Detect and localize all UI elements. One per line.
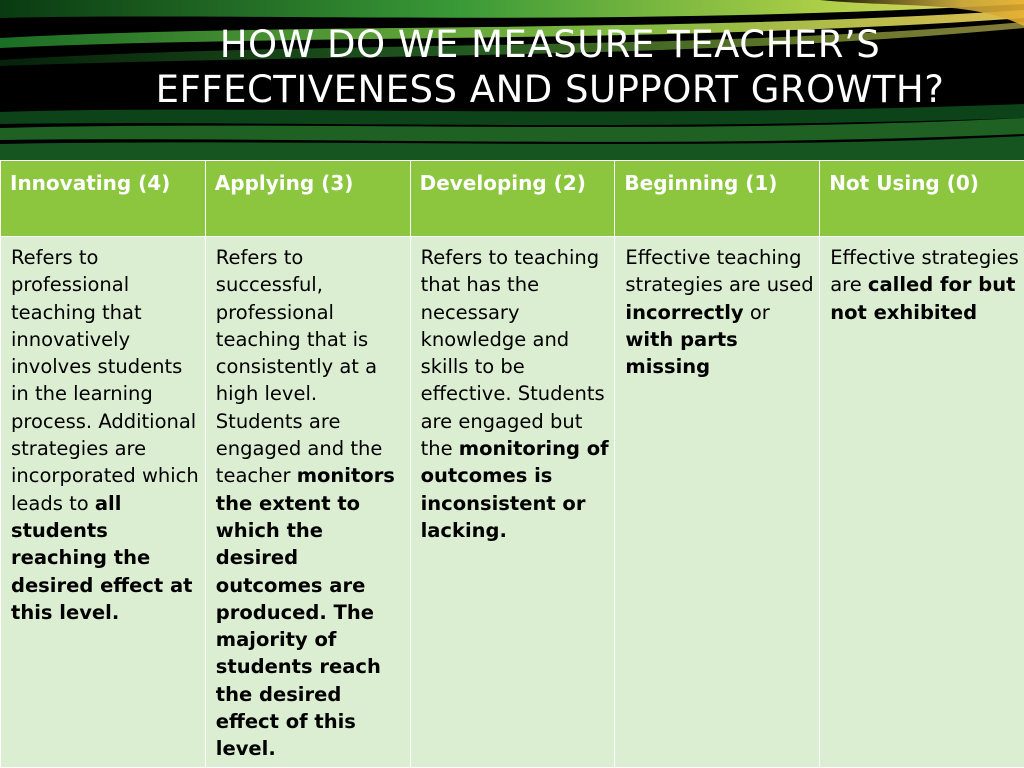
cell-text: Effective strategies are [830,246,1019,297]
header-innovating: Innovating (4) [1,161,206,237]
header-not-using: Not Using (0) [820,161,1024,237]
cell-applying [205,237,410,768]
cell-text: Refers to teaching that has the necessary knowledge and skills to be effective. Students are engaged but the [420,246,605,461]
table-header-row [1,161,1024,237]
title-line-1: HOW DO WE MEASURE TEACHER’S [219,23,881,66]
cell-text: or [743,300,770,324]
cell-beginning [615,237,820,768]
cell-bold-text: called for but not exhibited [830,273,1016,324]
cell-not-using [820,237,1024,768]
cell-bold-text: incorrectly [625,300,744,324]
cell-bold-text: monitoring of outcomes is inconsistent or lacking. [420,437,609,542]
cell-bold-text: with parts missing [625,327,738,379]
title-band [0,0,1024,160]
cell-bold-text: monitors the extent to which the desired outcomes are produced. The majority of students reach the desired effect of this level. [215,464,395,761]
rubric-table [0,160,1024,768]
cell-bold-text: all students reaching the desired effect at this level. [11,491,193,624]
header-applying: Applying (3) [205,161,410,237]
cell-developing [410,237,615,768]
header-developing: Developing (2) [410,161,615,237]
table-row [1,237,1024,768]
cell-innovating [1,237,206,768]
cell-text: Effective teaching strategies are used [625,246,814,297]
header-beginning: Beginning (1) [615,161,820,237]
cell-text: Refers to professional teaching that innovatively involves students in the learning process. Additional strategies are incorporated which leads to [11,246,199,515]
cell-text: Refers to successful, professional teaching that is consistently at a high level. Students are engaged and the teacher [215,246,383,488]
rubric-table-container [0,160,1024,768]
slide-title [100,22,1000,112]
title-line-2: EFFECTIVENESS AND SUPPORT GROWTH? [155,68,945,111]
